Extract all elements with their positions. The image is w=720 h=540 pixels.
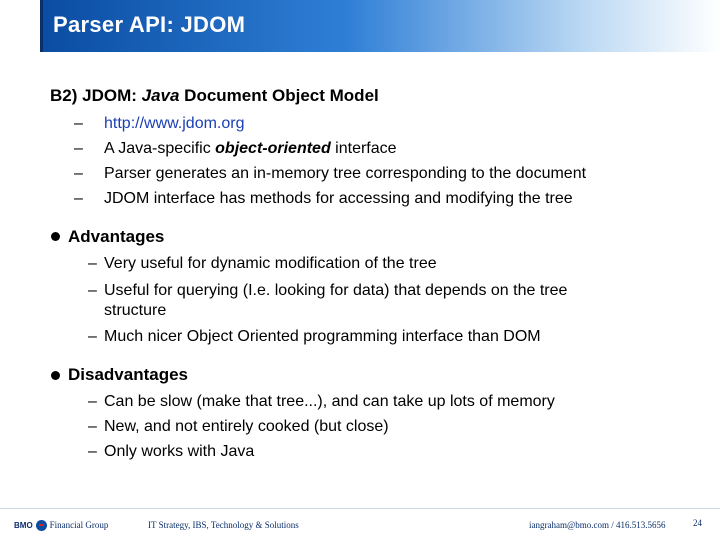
- dash-marker: –: [88, 255, 97, 272]
- advantage-item: Useful for querying (I.e. looking for data) that depends on the tree: [104, 282, 568, 299]
- footer-contact: iangraham@bmo.com / 416.513.5656: [529, 520, 666, 530]
- advantage-item-continuation: structure: [104, 302, 167, 319]
- disadvantage-item: Only works with Java: [104, 443, 255, 460]
- page-number: 24: [693, 518, 702, 528]
- dash-marker: –: [74, 165, 83, 182]
- intro-item: JDOM interface has methods for accessing and modifying the tree: [104, 190, 573, 207]
- intro-item: A Java-specific object-oriented interface: [104, 140, 397, 157]
- heading-prefix: B2) JDOM:: [50, 86, 142, 105]
- dash-marker: –: [88, 328, 97, 345]
- disadvantage-item: Can be slow (make that tree...), and can take up lots of memory: [104, 393, 555, 410]
- bullet-dot: [51, 371, 60, 380]
- intro-item: Parser generates an in-memory tree corresponding to the document: [104, 165, 587, 182]
- disadvantage-item: New, and not entirely cooked (but close): [104, 418, 389, 435]
- footer-divider: [0, 508, 720, 509]
- emphasis-text: object-oriented: [215, 140, 331, 157]
- section-heading: [50, 86, 379, 106]
- advantage-item: Very useful for dynamic modification of the tree: [104, 255, 437, 272]
- advantages-heading: Advantages: [68, 227, 165, 246]
- bmo-logo: [14, 519, 108, 531]
- dash-marker: –: [74, 140, 83, 157]
- financial-group-text: Financial Group: [49, 520, 109, 530]
- dash-marker: –: [88, 282, 97, 299]
- bullet-dot: [51, 232, 60, 241]
- dash-marker: –: [74, 190, 83, 207]
- advantage-item: Much nicer Object Oriented programming interface than DOM: [104, 328, 541, 345]
- dash-marker: –: [88, 418, 97, 435]
- dash-marker: –: [88, 393, 97, 410]
- footer-department: IT Strategy, IBS, Technology & Solutions: [148, 520, 299, 530]
- jdom-link[interactable]: http://www.jdom.org: [104, 115, 245, 132]
- bmo-roundel-icon: [36, 520, 47, 531]
- heading-suffix: Document Object Model: [179, 86, 379, 105]
- heading-italic: Java: [141, 86, 180, 105]
- dash-marker: –: [88, 443, 97, 460]
- bmo-logo-text: BMO: [14, 520, 33, 530]
- dash-marker: –: [74, 115, 83, 132]
- disadvantages-heading: Disadvantages: [68, 365, 188, 384]
- slide-title: Parser API: JDOM: [53, 12, 246, 37]
